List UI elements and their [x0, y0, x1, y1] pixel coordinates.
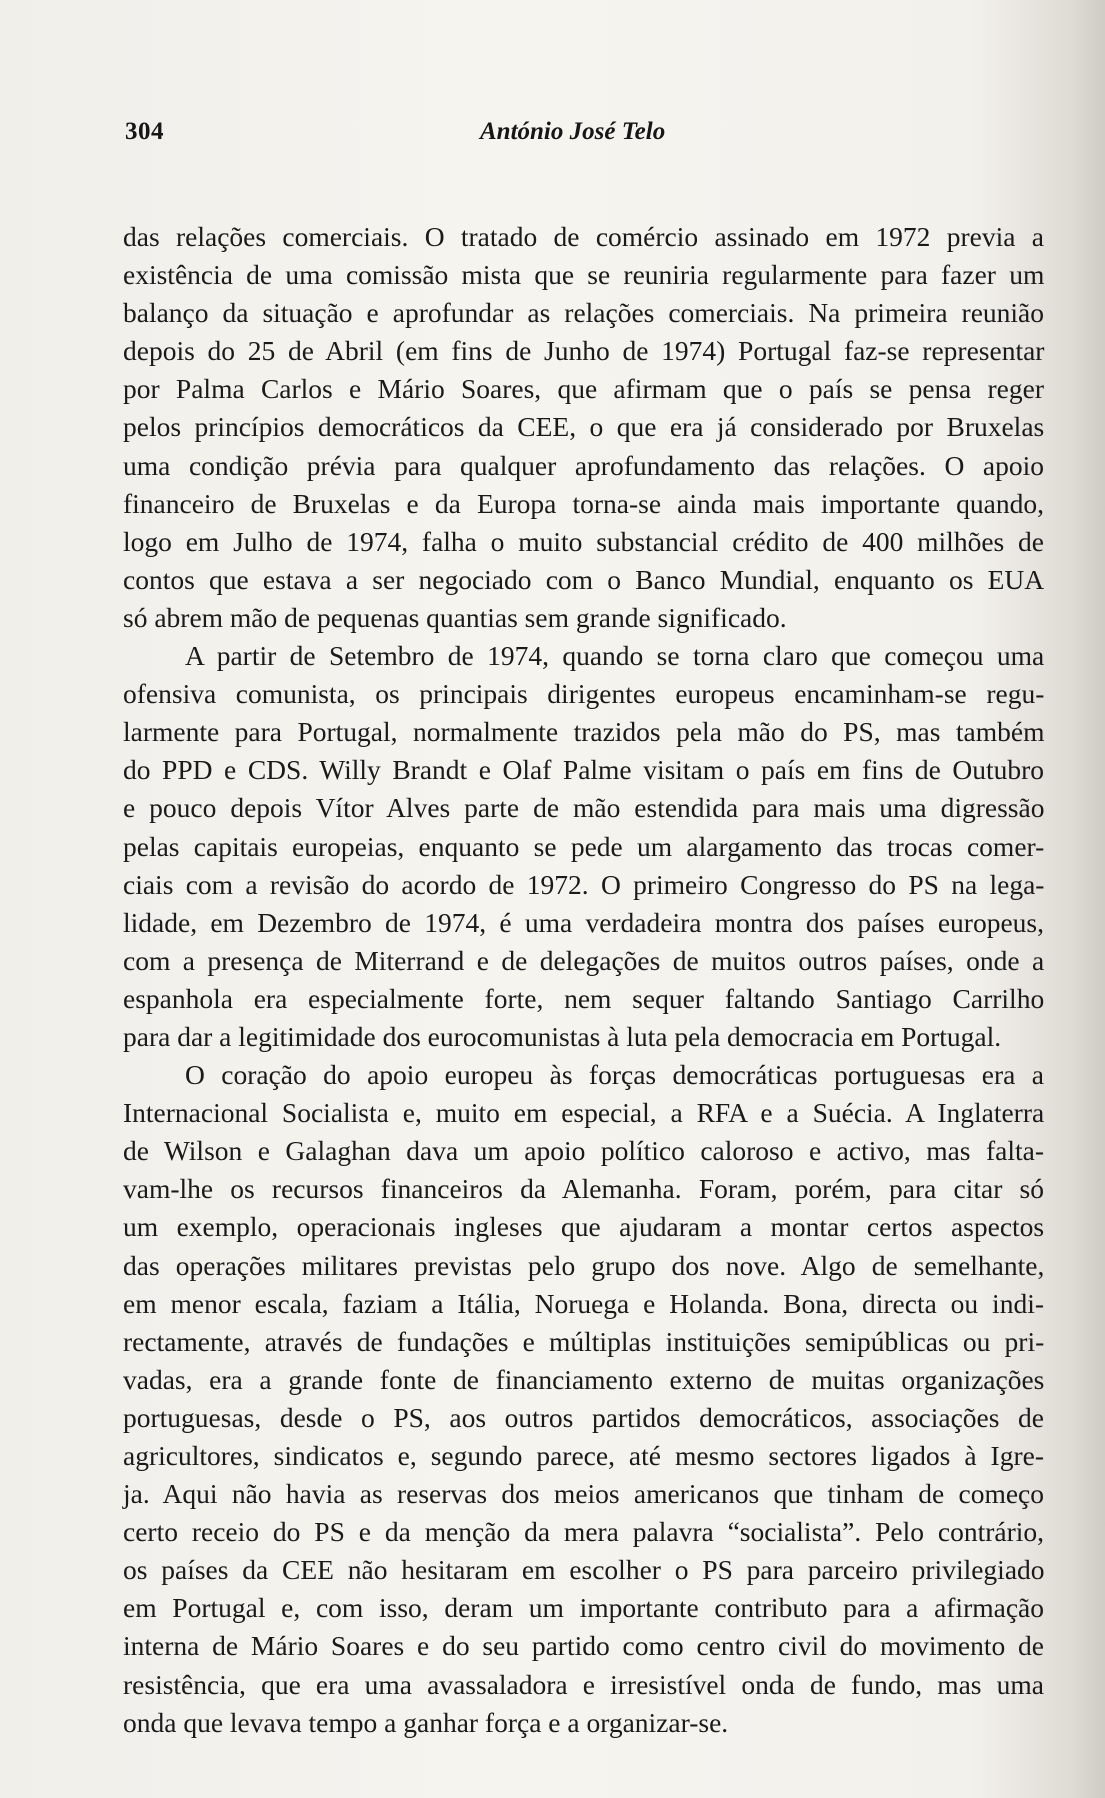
text-line: certo receio do PS e da menção da mera palavra “socialista”. Pelo contrário, [123, 1516, 1044, 1548]
page-header [125, 118, 945, 158]
text-line: só abrem mão de pequenas quantias sem grande significado. [123, 601, 787, 633]
text-line: larmente para Portugal, normalmente trazidos pela mão do PS, mas também [123, 716, 1045, 748]
text-line: uma condição prévia para qualquer aprofundamento das relações. O apoio [123, 449, 1044, 481]
text-line: contos que estava a ser negociado com o Banco Mundial, enquanto os EUA [123, 563, 1045, 595]
text-line: interna de Mário Soares e do seu partido como centro civil do movimento de [123, 1630, 1044, 1662]
text-line: resistência, que era uma avassaladora e irresistível onda de fundo, mas uma [123, 1668, 1045, 1700]
text-line: onda que levava tempo a ganhar força e a organizar-se. [123, 1706, 729, 1738]
text-line: vam-lhe os recursos financeiros da Alemanha. Foram, porém, para citar só [123, 1173, 1044, 1205]
text-line: um exemplo, operacionais ingleses que ajudaram a montar certos aspectos [123, 1211, 1045, 1243]
text-line: em Portugal e, com isso, deram um importante contributo para a afirmação [123, 1592, 1044, 1624]
text-line: A partir de Setembro de 1974, quando se torna claro que começou uma [185, 640, 1045, 672]
text-line: pelos princípios democráticos da CEE, o que era já considerado por Bruxelas [123, 411, 1045, 443]
text-line: agricultores, sindicatos e, segundo parece, até mesmo sectores ligados à Igre- [123, 1440, 1044, 1471]
text-line: portuguesas, desde o PS, aos outros partidos democráticos, associações de [123, 1401, 1044, 1433]
text-line: ja. Aqui não havia as reservas dos meios americanos que tinham de começo [123, 1478, 1044, 1510]
text-line: em menor escala, faziam a Itália, Noruega e Holanda. Bona, directa ou indi- [123, 1287, 1044, 1319]
text-line: por Palma Carlos e Mário Soares, que afirmam que o país se pensa reger [123, 373, 1044, 405]
paragraph [123, 637, 1044, 1056]
body-text [123, 218, 1044, 1742]
text-line: logo em Julho de 1974, falha o muito substancial crédito de 400 milhões de [123, 525, 1044, 557]
text-line: depois do 25 de Abril (em fins de Junho de 1974) Portugal faz-se representar [123, 335, 1045, 367]
text-line: do PPD e CDS. Willy Brandt e Olaf Palme visitam o país em fins de Outubro [123, 754, 1044, 786]
text-line: espanhola era especialmente forte, nem sequer faltando Santiago Carrilho [123, 982, 1045, 1014]
text-line: lidade, em Dezembro de 1974, é uma verdadeira montra dos países europeus, [123, 906, 1044, 938]
text-line: ofensiva comunista, os principais dirigentes europeus encaminham-se regu- [123, 678, 1045, 710]
text-line: existência de uma comissão mista que se reuniria regularmente para fazer um [123, 259, 1045, 291]
text-line: balanço da situação e aprofundar as relações comerciais. Na primeira reunião [123, 297, 1044, 329]
text-line: vadas, era a grande fonte de financiamento externo de muitas organizações [123, 1363, 1045, 1395]
text-line: das relações comerciais. O tratado de comércio assinado em 1972 previa a [123, 221, 1044, 252]
text-line: pelas capitais europeias, enquanto se pede um alargamento das trocas comer- [123, 830, 1045, 862]
text-line: Internacional Socialista e, muito em especial, a RFA e a Suécia. A Inglaterra [123, 1097, 1045, 1129]
text-line: O coração do apoio europeu às forças democráticas portuguesas era a [185, 1059, 1044, 1091]
paragraph [123, 218, 1044, 637]
text-line: os países da CEE não hesitaram em escolher o PS para parceiro privilegiado [123, 1554, 1045, 1586]
text-line: financeiro de Bruxelas e da Europa torna-se ainda mais importante quando, [123, 487, 1044, 519]
page-number: 304 [125, 118, 164, 145]
paragraph [123, 1056, 1044, 1742]
text-line: de Wilson e Galaghan dava um apoio político caloroso e activo, mas falta- [123, 1135, 1044, 1167]
text-line: e pouco depois Vítor Alves parte de mão estendida para mais uma digressão [123, 792, 1045, 824]
text-line: para dar a legitimidade dos eurocomunistas à luta pela democracia em Portugal. [123, 1020, 1002, 1052]
text-line: rectamente, através de fundações e múltiplas instituições semipúblicas ou pri- [123, 1325, 1045, 1357]
text-line: das operações militares previstas pelo grupo dos nove. Algo de semelhante, [123, 1249, 1045, 1281]
running-head-author: António José Telo [480, 118, 666, 145]
text-line: ciais com a revisão do acordo de 1972. O primeiro Congresso do PS na lega- [123, 868, 1045, 900]
text-line: com a presença de Miterrand e de delegações de muitos outros países, onde a [123, 944, 1045, 976]
